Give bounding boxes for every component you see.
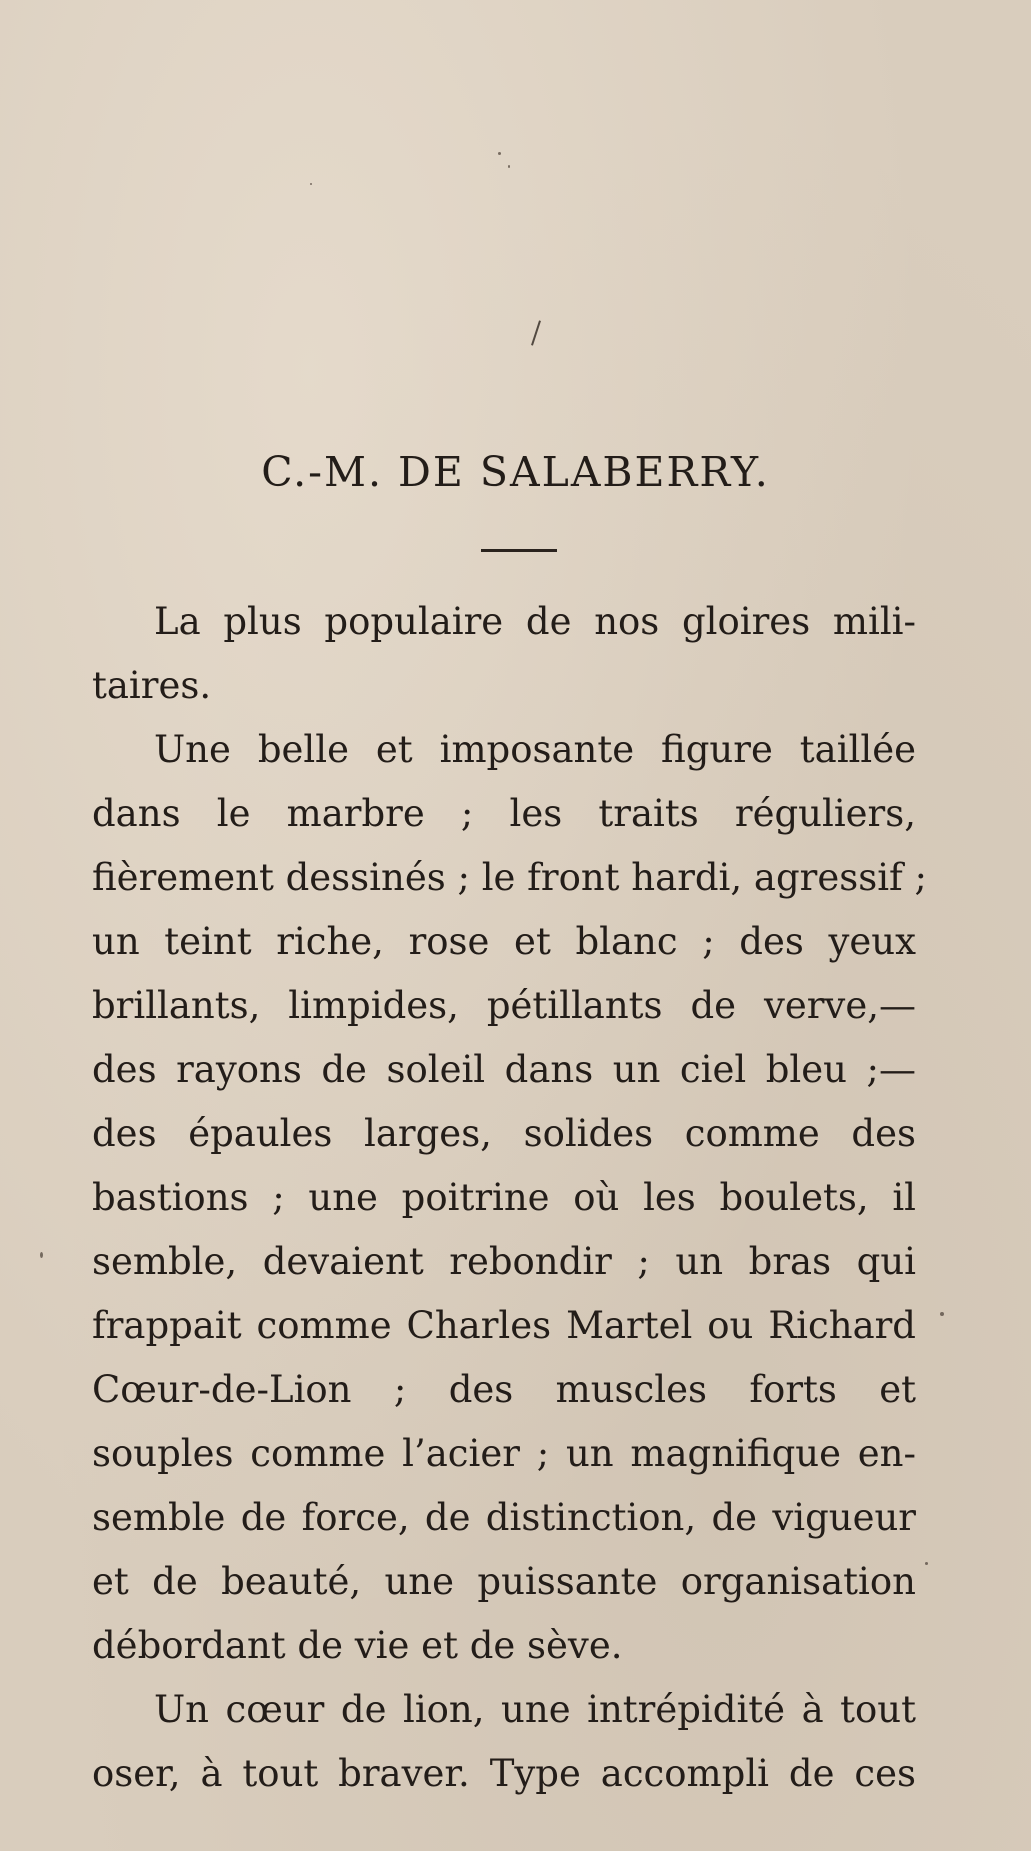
text-line: souples comme l’acier ; un magnifique en- <box>92 1432 916 1475</box>
text-line: un teint riche, rose et blanc ; des yeux <box>92 920 916 963</box>
text-line: dans le marbre ; les traits réguliers, <box>92 792 916 835</box>
text-line: fièrement dessinés ; le front hardi, agressif ; <box>92 856 927 899</box>
text-line: et de beauté, une puissante organisation <box>92 1560 916 1603</box>
text-line: semble de force, de distinction, de vigueur <box>92 1496 916 1539</box>
text-line: des épaules larges, solides comme des <box>92 1112 916 1155</box>
paper-speck <box>498 152 501 155</box>
title-divider <box>481 549 557 552</box>
page-title: C.-M. DE SALABERRY. <box>261 448 770 496</box>
text-line: Cœur-de-Lion ; des muscles forts et <box>92 1368 916 1411</box>
body-text <box>92 590 927 1806</box>
text-line: taires. <box>92 664 212 707</box>
paper-speck <box>310 183 312 185</box>
pen-mark <box>531 320 541 345</box>
text-line: semble, devaient rebondir ; un bras qui <box>92 1240 916 1283</box>
text-line: oser, à tout braver. Type accompli de ces <box>92 1752 916 1795</box>
text-line: bastions ; une poitrine où les boulets, il <box>92 1176 916 1219</box>
text-line: débordant de vie et de sève. <box>92 1624 623 1667</box>
paper-speck <box>940 1312 944 1316</box>
text-line: des rayons de soleil dans un ciel bleu ;— <box>92 1048 916 1091</box>
text-line: frappait comme Charles Martel ou Richard <box>92 1304 916 1347</box>
paper-speck <box>925 1562 928 1565</box>
paper-speck <box>40 1252 43 1258</box>
text-line: La plus populaire de nos gloires mili- <box>154 600 916 643</box>
text-line: brillants, limpides, pétillants de verve,— <box>92 984 916 1027</box>
text-line: Une belle et imposante figure taillée <box>154 728 916 771</box>
text-line: Un cœur de lion, une intrépidité à tout <box>154 1688 916 1731</box>
paper-speck <box>508 165 510 168</box>
